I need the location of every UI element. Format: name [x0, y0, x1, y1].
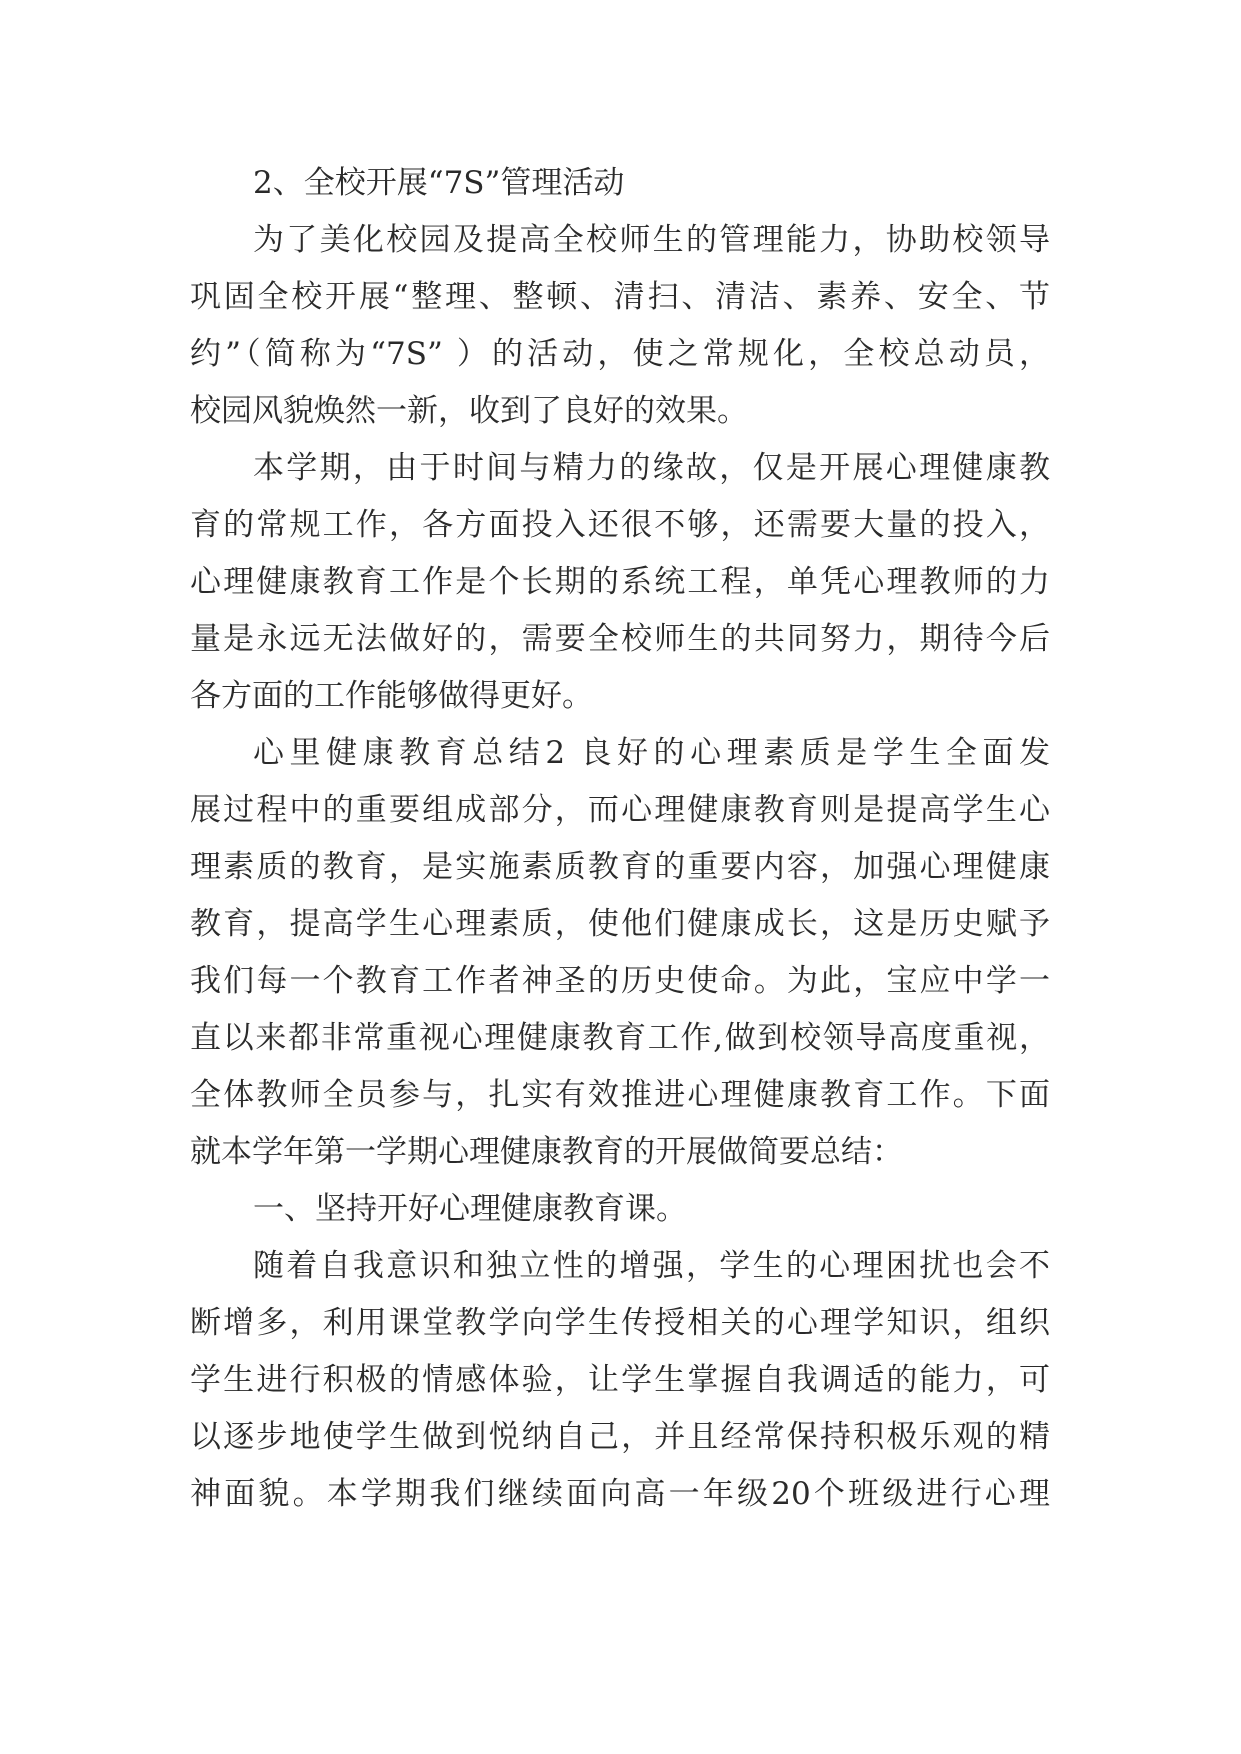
text-line: 直以来都非常重视心理健康教育工作,做到校领导高度重视， — [190, 1020, 1050, 1056]
text-line: 一、坚持开好心理健康教育课。 — [253, 1191, 687, 1227]
text-line: 我们每一个教育工作者神圣的历史使命。为此，宝应中学一 — [190, 963, 1050, 999]
text-line: 随着自我意识和独立性的增强，学生的心理困扰也会不 — [253, 1248, 1050, 1284]
text-line: 本学期，由于时间与精力的缘故，仅是开展心理健康教 — [253, 450, 1050, 486]
text-line: 教育，提高学生心理素质，使他们健康成长，这是历史赋予 — [190, 906, 1050, 942]
text-line: 以逐步地使学生做到悦纳自己，并且经常保持积极乐观的精 — [190, 1419, 1050, 1455]
text-line: 心理健康教育工作是个长期的系统工程，单凭心理教师的力 — [190, 564, 1050, 600]
text-line: 巩固全校开展“整理、整顿、清扫、清洁、素养、安全、节 — [190, 279, 1050, 315]
text-line: 理素质的教育，是实施素质教育的重要内容，加强心理健康 — [190, 849, 1050, 885]
text-line: 育的常规工作，各方面投入还很不够，还需要大量的投入， — [190, 507, 1050, 543]
text-line: 校园风貌焕然一新，收到了良好的效果。 — [190, 393, 748, 429]
text-line: 全体教师全员参与，扎实有效推进心理健康教育工作。下面 — [190, 1077, 1050, 1113]
text-line: 学生进行积极的情感体验，让学生掌握自我调适的能力，可 — [190, 1362, 1050, 1398]
text-line: 展过程中的重要组成部分，而心理健康教育则是提高学生心 — [190, 792, 1050, 828]
text-line: 心里健康教育总结2 良好的心理素质是学生全面发 — [253, 735, 1050, 771]
text-line: 2、全校开展“7S”管理活动 — [253, 165, 625, 201]
text-line: 就本学年第一学期心理健康教育的开展做简要总结： — [190, 1134, 903, 1170]
text-line: 各方面的工作能够做得更好。 — [190, 678, 593, 714]
text-line: 为了美化校园及提高全校师生的管理能力，协助校领导 — [253, 222, 1050, 258]
text-line: 约”（简称为“7S” ）的活动，使之常规化，全校总动员， — [190, 336, 1050, 372]
document-body — [190, 155, 1050, 1523]
text-line: 量是永远无法做好的，需要全校师生的共同努力，期待今后 — [190, 621, 1050, 657]
text-line: 神面貌。本学期我们继续面向高一年级20个班级进行心理 — [190, 1476, 1050, 1512]
text-line: 断增多，利用课堂教学向学生传授相关的心理学知识，组织 — [190, 1305, 1050, 1341]
